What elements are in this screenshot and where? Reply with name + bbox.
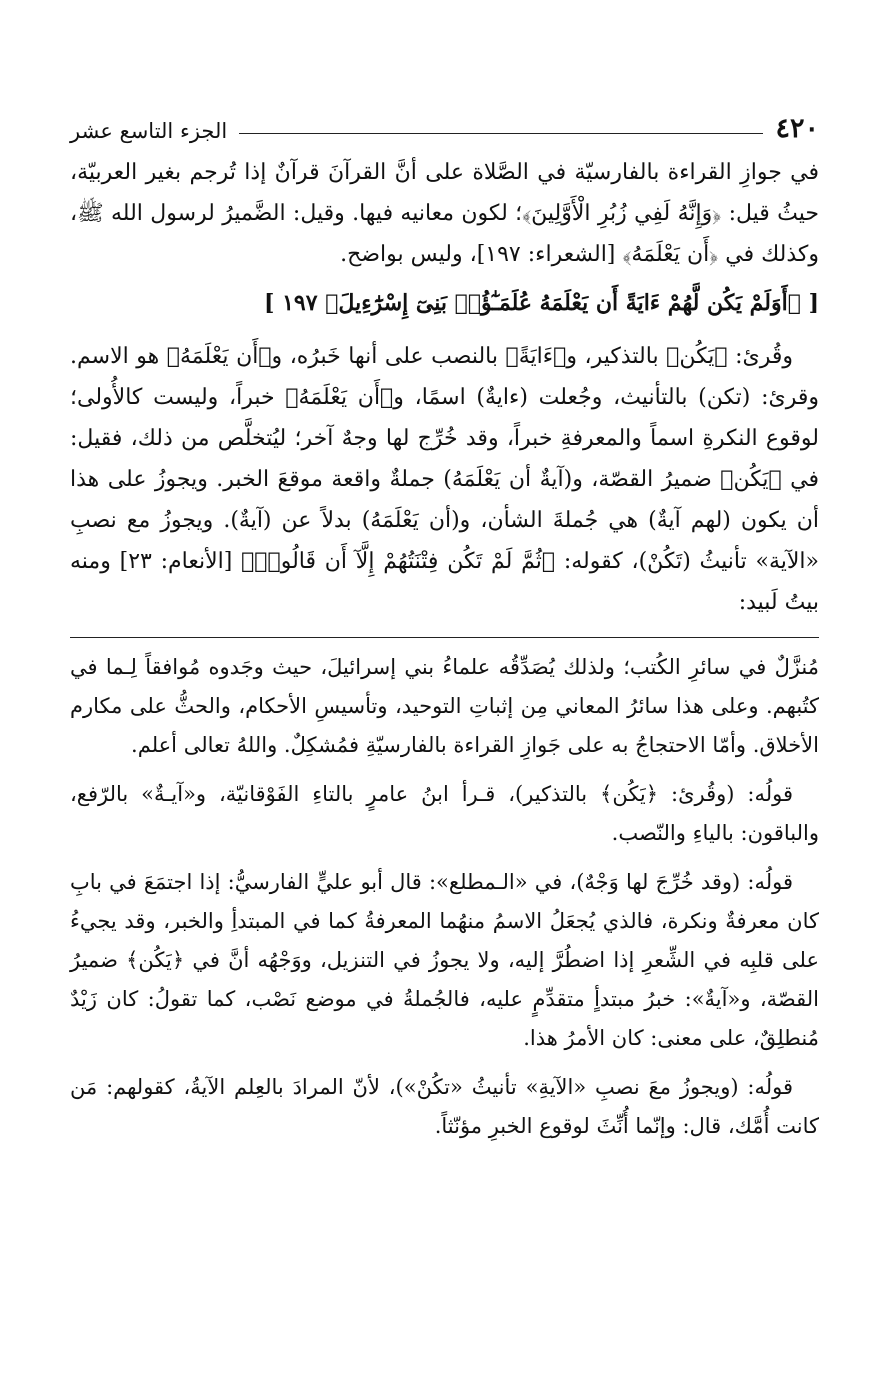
footnotes xyxy=(70,648,819,1146)
footnote-2: قولُه: (وقُرئ: ﴿يَكُن﴾ بالتذكير)، قـرأ ابنُ عامرٍ بالتاءِ الفَوْقانيّة، و«آيـةٌ» بالرّفع، والباقون: بالياءِ والنّصب. xyxy=(70,782,819,845)
footnote-4: قولُه: (ويجوزُ معَ نصبِ «الآيةِ» تأنيثُ «تكُنْ»)، لأنّ المرادَ بالعِلم الآيةُ، كقولهم: مَن كانت أُمَّك، قال: وإنّما أُنِّثَ لوقوع الخبرِ مؤنّثاً. xyxy=(70,1075,819,1138)
main-paragraph-2: وقُرئ: ﴿يَكُن﴾ بالتذكير، و﴿ءَايَةً﴾ بالنصب على أنها خَبرُه، و﴿أَن يَعْلَمَهُ﴾ هو الاسم. وقرئ: (تكن) بالتأنيث، وجُعلت (ءايةٌ) اسمًا، و﴿أَن يَعْلَمَهُ﴾ خبراً، وليست كالأُولى؛ لوقوع النكرةِ اسماً والمعرفةِ خبراً، وقد خُرِّج لها وجهٌ آخر؛ ليُتخلَّص من ذلك، فقيل: في ﴿يَكُن﴾ ضميرُ القصّة، و(آيةٌ أن يَعْلَمَهُ) جملةٌ واقعة موقعَ الخبر. ويجوزُ على هذا أن يكون (لهم آيةٌ) هي جُملةَ الشأن، و(أن يَعْلَمَهُ) بدلاً عن (آيةٌ). ويجوزُ مع نصبِ «الآية» تأنيثُ (تَكُنْ)، كقوله: ﴿ثُمَّ لَمْ تَكُن فِتْنَتُهُمْ إِلَّآ أَن قَالُوا۟﴾ [الأنعام: ٢٣] ومنه بيتُ لَبيد: xyxy=(70,344,819,615)
verse-heading: [ ﴿أَوَلَمْ يَكُن لَّهُمْ ءَايَةً أَن يَعْلَمَهُ عُلَمَـٰٓؤُا۟ بَنِىٓ إِسْرَٰٓءِيلَ﴾ ١٩٧ ] xyxy=(264,290,819,316)
running-title: الجزء التاسع عشر xyxy=(70,119,228,143)
header-rule xyxy=(239,133,763,134)
main-text xyxy=(70,152,819,623)
footnote-1: مُنزَّلٌ في سائرِ الكُتب؛ ولذلك يُصَدِّقُه علماءُ بني إسرائيلَ، حيث وجَدوه مُوافقاً لِـما في كتُبهم. وعلى هذا سائرُ المعاني مِن إثباتِ التوحيد، وتأسيسِ الأحكام، والحثُّ على مكارم الأخلاق. وأمّا الاحتجاجُ به على جَوازِ القراءة بالفارسيّةِ فمُشكِلٌ. واللهُ تعالى أعلم. xyxy=(70,655,819,757)
footnote-separator xyxy=(70,637,819,638)
footnote-3: قولُه: (وقد خُرِّجَ لها وَجْهٌ)، في «الـمطلع»: قال أبو عليٍّ الفارسيُّ: إذا اجتمَعَ في بابِ كان معرفةٌ ونكرة، فالذي يُجعَلُ الاسمُ منهُما المعرفةُ كما في المبتدأِ والخبر، وقد يجيءُ على قلبِه في الشِّعرِ إذا اضطُرَّ إليه، ولا يجوزُ في التنزيل، ووَجْهُه أنَّ في ﴿يَكُن﴾ ضميرُ القصّة، و«آيةٌ»: خبرُ مبتدأٍ متقدِّمٍ عليه، فالجُملةُ في موضع نَصْب، كما تقولُ: كان زَيْدٌ مُنطلِقٌ، على معنى: كان الأمرُ هذا. xyxy=(70,870,819,1050)
main-paragraph-1: في جوازِ القراءة بالفارسيّة في الصَّلاة على أنَّ القرآنَ قرآنٌ إذا تُرجم بغير العربيّة، حيثُ قيل: ﴿وَإِنَّهُ لَفِي زُبُرِ الْأَوَّلِينَ﴾؛ لكون معانيه فيها. وقيل: الضَّميرُ لرسول الله ﷺ، وكذلك في ﴿أَن يَعْلَمَهُ﴾ [الشعراء: ١٩٧]، وليس بواضح. xyxy=(70,160,819,267)
page-header xyxy=(70,96,819,142)
page-number: ٤٢٠ xyxy=(775,113,819,144)
